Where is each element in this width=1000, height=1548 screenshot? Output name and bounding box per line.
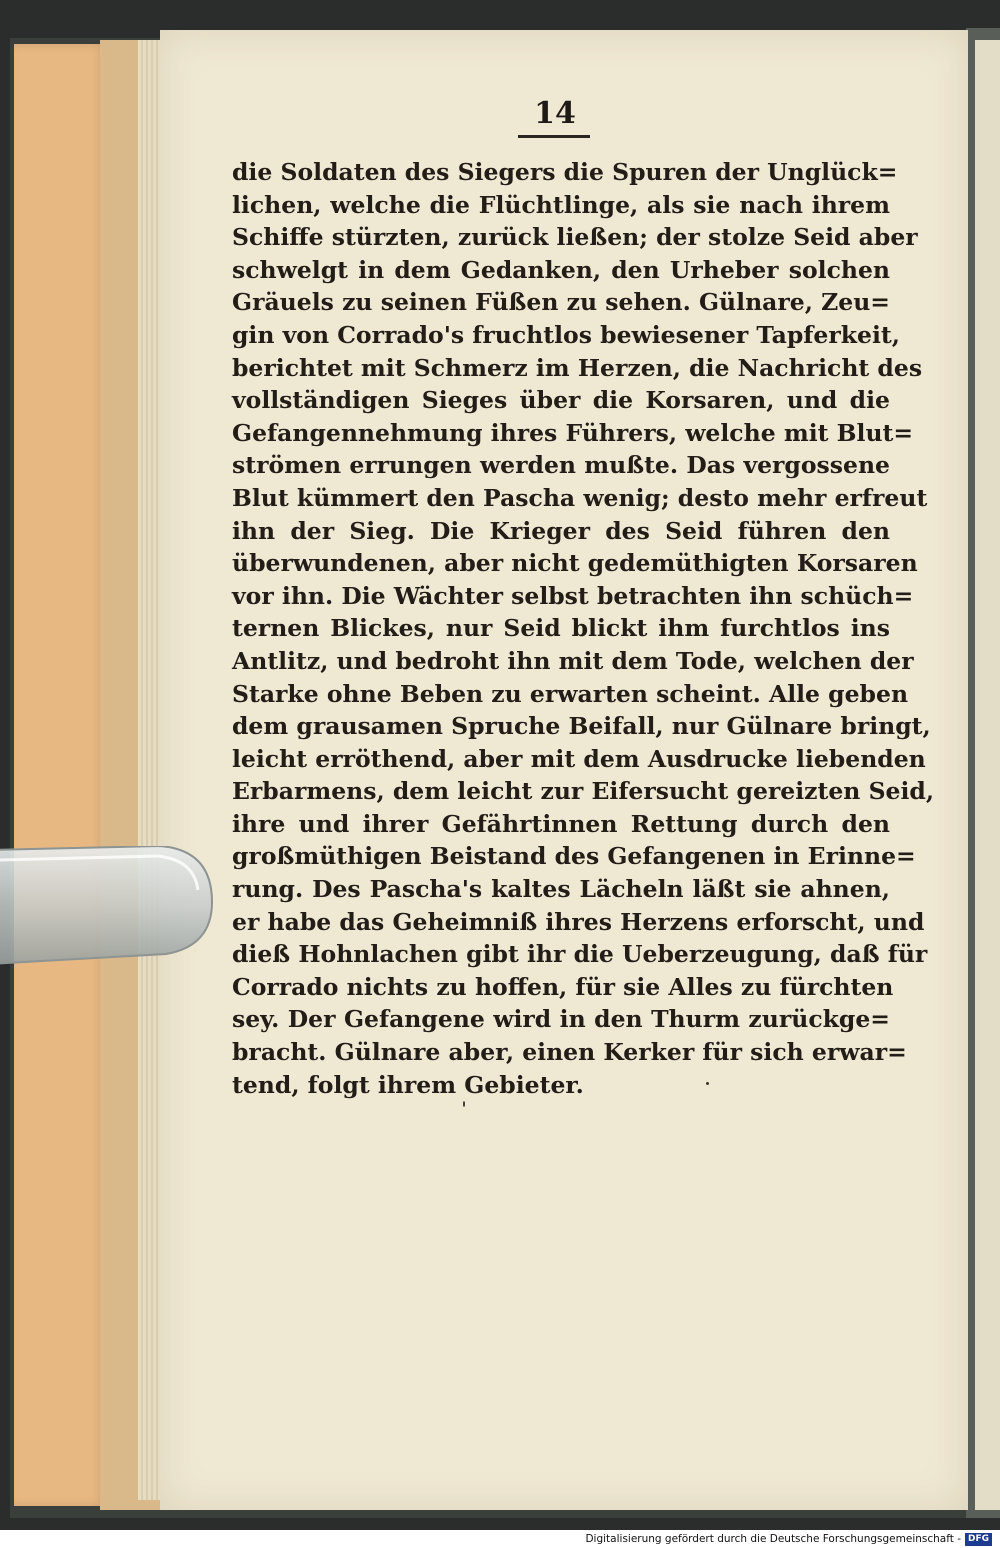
paper-speck xyxy=(706,1082,709,1085)
text-line: berichtet mit Schmerz im Herzen, die Nachricht des xyxy=(232,353,923,382)
text-line: ihn der Sieg. Die Krieger des Seid führen den xyxy=(232,516,890,545)
facing-page-edge xyxy=(975,40,1000,1510)
book-cover-edge xyxy=(14,44,106,1506)
text-line: Corrado nichts zu hoffen, für sie Alles zu fürchten xyxy=(232,972,894,1001)
text-line: bracht. Gülnare aber, einen Kerker für sich erwar= xyxy=(232,1038,907,1067)
text-line: Gräuels zu seinen Füßen zu sehen. Gülnare, Zeu= xyxy=(232,288,890,317)
digitization-footer xyxy=(585,1532,992,1546)
text-line: dieß Hohnlachen gibt ihr die Ueberzeugung, daß für xyxy=(232,940,928,969)
text-line: Gefangennehmung ihres Führers, welche mit Blut= xyxy=(232,418,914,447)
text-line: dem grausamen Spruche Beifall, nur Gülnare bringt, xyxy=(232,712,931,741)
text-line: großmüthigen Beistand des Gefangenen in Erinne= xyxy=(232,842,916,871)
text-line: er habe das Geheimniß ihres Herzens erforscht, und xyxy=(232,907,925,936)
text-line: ihre und ihrer Gefährtinnen Rettung durch den xyxy=(232,809,890,838)
page-number: 14 xyxy=(534,96,576,131)
text-line: vor ihn. Die Wächter selbst betrachten ihn schüch= xyxy=(232,581,914,610)
page-number-rule xyxy=(518,135,590,138)
text-line: sey. Der Gefangene wird in den Thurm zurückge= xyxy=(232,1005,890,1034)
page-body-text xyxy=(232,156,935,1101)
text-line: Antlitz, und bedroht ihn mit dem Tode, welchen der xyxy=(232,646,914,675)
text-line: lichen, welche die Flüchtlinge, als sie nach ihrem xyxy=(232,190,890,219)
text-line: ternen Blickes, nur Seid blickt ihm furchtlos ins xyxy=(232,614,890,643)
text-line: schwelgt in dem Gedanken, den Urheber solchen xyxy=(232,255,890,284)
glass-page-holder xyxy=(0,846,216,966)
text-line: Blut kümmert den Pascha wenig; desto mehr erfreut xyxy=(232,483,928,512)
text-line: strömen errungen werden mußte. Das vergossene xyxy=(232,451,890,480)
footer-credit-text: Digitalisierung gefördert durch die Deutsche Forschungsgemeinschaft - xyxy=(585,1533,961,1545)
text-line: die Soldaten des Siegers die Spuren der Unglück= xyxy=(232,158,898,186)
text-line: Erbarmens, dem leicht zur Eifersucht gereizten Seid, xyxy=(232,777,935,806)
text-line: überwundenen, aber nicht gedemüthigten Korsaren xyxy=(232,549,918,578)
text-line: Starke ohne Beben zu erwarten scheint. Alle geben xyxy=(232,679,909,708)
paper-speck xyxy=(463,1101,465,1107)
text-line: leicht erröthend, aber mit dem Ausdrucke liebenden xyxy=(232,744,926,773)
text-line: vollständigen Sieges über die Korsaren, und die xyxy=(232,386,890,415)
text-line: rung. Des Pascha's kaltes Lächeln läßt sie ahnen, xyxy=(232,875,890,904)
text-line: Schiffe stürzten, zurück ließen; der stolze Seid aber xyxy=(232,223,918,252)
text-line: gin von Corrado's fruchtlos bewiesener Tapferkeit, xyxy=(232,320,900,349)
text-line: tend, folgt ihrem Gebieter. xyxy=(232,1070,584,1099)
dfg-logo: DFG xyxy=(965,1533,992,1546)
